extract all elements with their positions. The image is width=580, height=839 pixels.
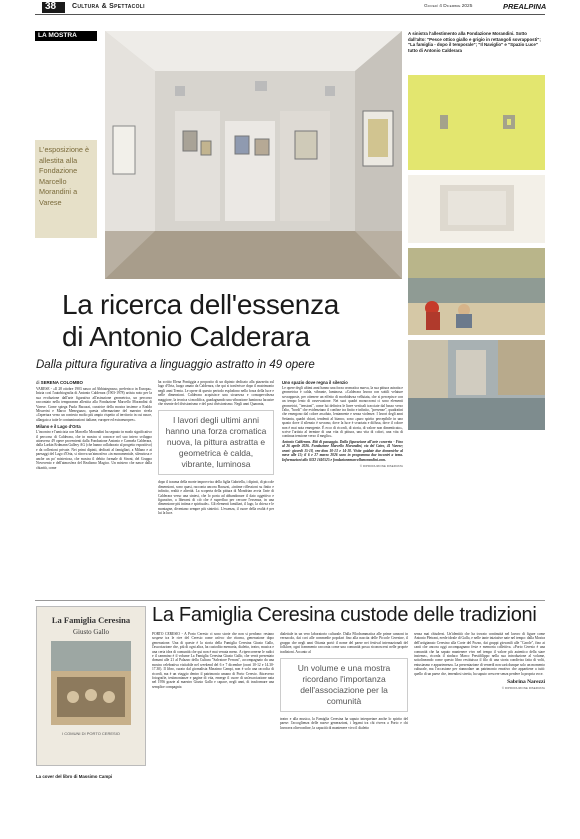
painting-la-famiglia xyxy=(408,248,545,335)
article2-column2 xyxy=(280,632,408,730)
article2-pull-quote: Un volume e una mostra ricordano l'importanza dell'associazione per la comunità xyxy=(280,658,408,712)
article2-paragraph: dialettale in un vero laboratorio culturale. Dalla Filodrammatica alle prime canzoni in vernacolo, dai cori alle commedie popolari fino alla nascita delle Piccole Ceresine, il gruppo che negli anni Ottanta portò il nome del paese nei festival internazionali del folklore, ogni frammento racconta come una comunità possa riconoscersi nelle proprie tradizioni. Accanto al xyxy=(280,632,408,654)
book-author: Giusto Gallo xyxy=(73,628,109,636)
article1-column1 xyxy=(36,380,152,470)
prealpina-logo: PREALPINA xyxy=(503,2,547,11)
book-subtitle: I COMUNI DI PORTO CERESIO xyxy=(62,731,120,736)
section-label: Cultura & Spettacoli xyxy=(72,3,145,10)
article1-paragraph: L'incontro e l'amicizia con Marcello Morandini ha segnato in modo significativo il percorso di Calderara, che in mostra si conosce nel suo intero sviluppo attraverso 49 opere provenienti dalla Fondazione Antonio e Carmela Calderara, dalla Larkin Erdmann Gallery AG (che hanno collaborato al progetto espositivo) e da collezioni private. Nei primi dipinti, dedicati al famigliari, a Milano e ai paesaggi del Lago d'Orta, si ritrova un'atmosfera «in monumentale, silenziosa e anche un po' misteriosa, che mostra il debito formale di Sironi, del Gruppo Novecento e dell'atmosfera del Realismo Magico. Un mistero che nasce dalla chiarità, come xyxy=(36,430,152,470)
article2-paragraph: PORTO CERESIO - A Porto Ceresio ci sono storie che non si perdono: restano sospese tra le rive del Ceresio come un'eco che ritorna, generazione dopo generazione. Una di queste è la storia della Famiglia Ceresina Giusto Gallo, l'associazione che, più di ogni altra, ha custodito memoria, dialetto, teatro, musica e una certa idea di comunità che qui non è mai venuta meno. A ripercorrerne le radici e il cammino è il volume La Famiglia Ceresina Giusto Gallo, che verrà presentato domani alle 21 al Palazzo della Cultura "Salvatore Ferrara", accompagnato da una mostra celebrativa visitabile nel weekend del 6 e 7 dicembre (orari 10-12 e 14.30-17.30). Il libro, curato dal giornalista Massimo Campi, non è solo una raccolta di ricordi, ma è un viaggio dentro il patrimonio umano di Porto Ceresio. Attraverso fotografie, testimonianze e pagine di vita, emerge il cuore di un'associazione nata nel 1956 grazie al maestro Giusto Gallo e capace, negli anni, di trasformare una semplice compagnia xyxy=(152,632,274,689)
article-separator xyxy=(35,600,545,601)
article2-column1 xyxy=(152,632,274,689)
pull-quote: I lavori degli ultimi anni hanno una forza cromatica nuova, la pittura astratta e geometrica è calda, vibrante, luminosa xyxy=(158,410,274,475)
painting-yellow-grey xyxy=(408,75,545,170)
book-caption: La cover del libro di Massimo Campi xyxy=(36,774,113,779)
article1-subheading: Uno spazio dove regna il silenzio xyxy=(282,380,348,385)
article-title-line1: La ricerca dell'essenza xyxy=(62,289,340,320)
article2-title: La Famiglia Ceresina custode delle tradizioni xyxy=(152,604,537,626)
exhibition-photo xyxy=(105,31,402,279)
article-title-line2: di Antonio Calderara xyxy=(62,321,310,352)
article2-column3 xyxy=(414,632,545,690)
copyright-note: © RIPRODUZIONE RISERVATA xyxy=(359,463,403,468)
article2-paragraph: teatro e alla musica, la Famiglia Ceresina ha saputo interpretare anche lo spirito del paese: l'accoglienza delle nuove generazioni, i legami tra chi riveva a Porto e chi lavorava oltreconfine, la capacità di mantenere vivo il dialetto xyxy=(280,717,408,730)
photo-caption: A sinistra l'allestimento alla Fondazione Morandini. Sotto dall'alto: "Pesce ottico giallo e grigio in rettangoli sovrapposti"; "La famiglia - dopo il temporale"; "Il Naviglio" e "Spazio Luce" tutto di Antonio Calderara xyxy=(408,31,541,53)
article1-paragraph: dopo il trauma della morte improvvisa della figlia Gabriella, i dipinti, di piccole dimensioni, sono quasi, racconta ancora Bacuzzi, «intime riflessioni su finito e infinito, realtà e alterità. La scoperta della pittura di Mondrian avvia l'arte di Calderara verso una sintesi, che lo porta ad abbandonare il dato oggettivo e figurativo, a liberarsi di ciò che è superfluo per cercare l'essenza, in una dimensione più intima e spirituale». Gli elementi familiari, il lago, la chiesa e le montagne, diventano sempre più sintetici. L'essenza, il cuore della realtà è per lui la luce. xyxy=(158,480,274,516)
article1-column2 xyxy=(158,380,274,516)
book-cover xyxy=(36,606,146,766)
article1-paragraph: ha scritto Elena Pontiggia a proposito di un dipinto dedicato alla piazzetta sul lago d'Orta, luogo amato da Calderara, che qui si trasferisce dopo il matrimonio negli anni Trenta. Le opere di questo periodo esplodono nella forza della luce e nelle dimensioni. Calderara acquisisce una sicurezza e consapevolezza maggiore, la tecnica si modifica, guadagnando una vibrazione luminosa lacustre che risente del divisionismo e del post divisionismo. Negli anni Quaranta, xyxy=(158,380,274,407)
book-title: La Famiglia Ceresina xyxy=(51,615,131,625)
article1-paragraph: VARESE - «Il 28 ottobre 1903 nasco ad Abbiategrasso, preferisco in Europa». Inizia così l'autobiografia di Antonio Calderara (1903-1978) artista noto per la sua evoluzione dall'arte figurativa all'astrazione geometrica, un percorso raccontato nella temporanea allestita alla Fondazione Marcello Morandini di Varese. Come spiega Paola Bacuzzi, curatrice della mostra insieme a Eraldo Misserini e Marco Meneguzzo, questa affermazione del maestro rivela «l'apertura verso un contesto molto più ampio rispetto al territorio in cui nasce, allargato a tutte le contaminazioni italiane, europee ed extraeuropee». xyxy=(36,387,152,422)
author-name: SERENA COLOMBO xyxy=(40,380,83,385)
article1-paragraph: Le opere degli ultimi anni hanno una forza cromatica nuova, la sua pittura astratta e geometrica è calda, vibrante, luminosa. «Calderara lavora con sottili velature sovrapposte, per ottenere un effetto di morbidezza vellutata, che si percepisce con un tempo lento di osservazione. Nei suoi quadri monocromi ci sono elementi geometrici, "tensioni", come lui definiva le linee verticali tracciate dal basso verso l'alto, "bordi" che evidenziano il confine tra finito e infinito, "presenze", quadratini che emergono dal colore assoluto, lentamente e senza violenze. I lavori degli anni Settanta, quadri chiari, tendenti al bianco, sono «puro spirito percepibile in uno spazio dove il silenzio è sovrano, dove la luce è svuotata e diffusa, dove il colore non è mai nota emergente. È ecco di ricordi, di storia, di valore non dimenticato», scrive l'artista al termine di una vita di pittura, una vita di colori, una vita di continua tensione verso il meglio». xyxy=(282,386,403,439)
exhibition-info: Antonio Calderara. Riti di passaggio. Dalla figurazione all'arte concreta - Fino al 26 aprile 2026. Fondazione Marcello Morandini, via del Cairo, 41 Varese; orari: giovedì 15-18, ven-dom 10-13 e 14-18. Visite guidate due domeniche al mese alle 15; il 6 e 27 marzo 2026 sono in programma due incontri a tema. Informazioni allo 0332 1610525 e fondazionemarcellomorandini.com. xyxy=(282,439,403,462)
painting-il-naviglio xyxy=(408,340,545,430)
article2-signature: Sabrina Narezzi xyxy=(507,679,545,686)
article1-column3 xyxy=(282,380,403,468)
article2-paragraph: senza mai chiudersi. Un'identità che ha trovato continuità nel lavoro di figure come Antonio Pletrani, erede ideale di Gallo, e nelle tante iniziative nate nel tempo: dalla Mostra dell'artigianato Ceresino alla Corte del Pozzo, dai gruppi giovanili alle "Carole", fino ai canti che ancora oggi accompagnano feste e memoria collettiva. «Porto Ceresio è una comunità che ha saputo mantenere vivo nel tempo il valore più autentico della stare insieme», ricorda il sindaco Marco Prestifilippo nella sua introduzione al volume, sottolineando come questo libro restituisca il filo di una storia condivisa fatta di volti, entusiasmo e appartenenza. La presentazione di venerdì non sarà dunque solo un momento culturale, ma l'occasione per riannodare un patrimonio emotivo che appartiene a tutti: quello di un paese che, tenendosi stretto, ha saputo crescere senza perdere la propria voce. xyxy=(414,632,545,676)
sidebar-note: L'esposizione è allestita alla Fondazione Marcello Morandini a Varese xyxy=(39,145,90,207)
article-subtitle: Dalla pittura figurativa a linguaggio astratto in 49 opere xyxy=(36,359,315,371)
book-cover-photo xyxy=(51,641,131,725)
article2-copyright: © RIPRODUZIONE RISERVATA xyxy=(501,686,545,691)
painting-spazio-luce xyxy=(408,175,545,243)
header-rule xyxy=(35,14,545,15)
page-header xyxy=(0,0,580,14)
byline xyxy=(36,380,152,385)
byline-prefix: di xyxy=(36,380,40,385)
article1-subheading: Milano e il Lago d'Orta xyxy=(36,424,81,430)
issue-date: Giovedì 4 Dicembre 2025 xyxy=(424,4,473,9)
page-number: 38 xyxy=(45,1,57,12)
kicker: LA MOSTRA xyxy=(38,32,77,39)
